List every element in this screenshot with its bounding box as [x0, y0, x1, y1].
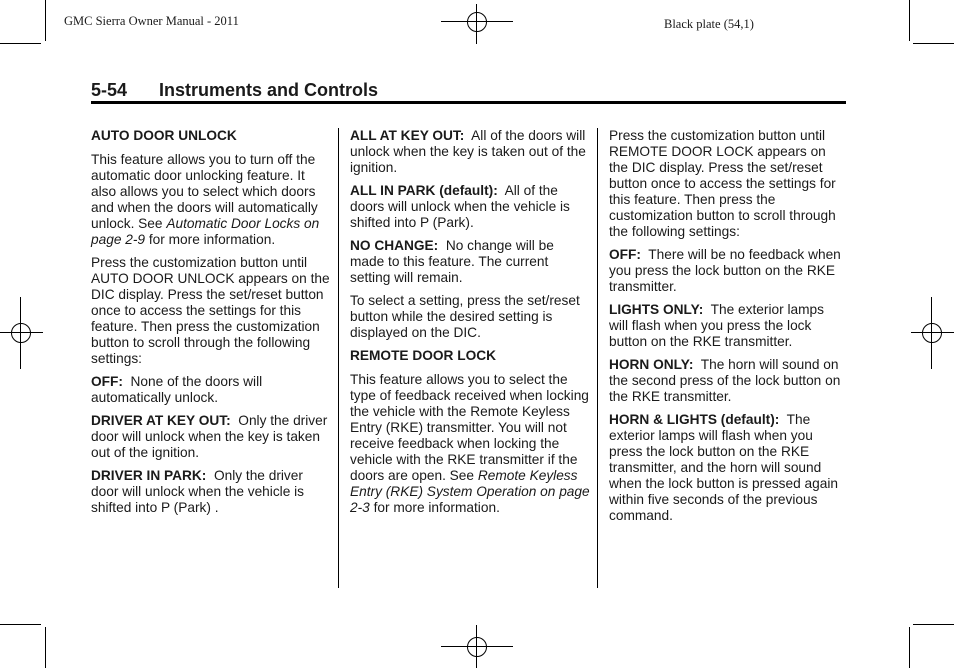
crop-mark: [45, 0, 46, 41]
registration-mark-left: [0, 297, 43, 369]
title-rule: [91, 101, 846, 104]
setting-label: HORN ONLY:: [609, 357, 694, 372]
column-3: [609, 128, 846, 531]
crop-mark: [913, 624, 954, 625]
setting-text: None of the doors will automatically unlock.: [91, 374, 266, 405]
setting-label: OFF:: [609, 247, 641, 262]
column-divider: [338, 128, 339, 588]
setting-off: [609, 247, 846, 295]
column-divider: [597, 128, 598, 588]
setting-text: No change will be made to this feature. The current setting will remain.: [350, 238, 558, 285]
setting-driver-in-park: [91, 468, 331, 516]
setting-label: LIGHTS ONLY:: [609, 302, 704, 317]
setting-text: The horn will sound on the second press of the lock button on the RKE transmitter.: [609, 357, 845, 404]
plate-label: Black plate (54,1): [664, 17, 754, 31]
crop-mark: [909, 627, 910, 668]
setting-label: DRIVER AT KEY OUT:: [91, 413, 231, 428]
column-1: [91, 128, 331, 523]
paragraph-remote-door-lock: [350, 372, 590, 516]
text: This feature allows you to turn off the automatic door unlocking feature. It also allows you to select which doors and when the doors will automatically unlock. See: [91, 152, 318, 231]
setting-all-at-key-out: [350, 128, 590, 176]
setting-horn-and-lights: [609, 412, 846, 524]
cross-reference: Remote Keyless Entry (RKE) System Operation on page 2‑3: [350, 468, 590, 515]
text: This feature allows you to select the type of feedback received when locking the vehicle with the Remote Keyless Entry (RKE) transmitter. You will not receive feedback when locking the vehicle with the RKE transmitter if the doors are open. See: [350, 372, 589, 483]
setting-driver-at-key-out: [91, 413, 331, 461]
setting-horn-only: [609, 357, 846, 405]
setting-no-change: [350, 238, 590, 286]
setting-label: HORN & LIGHTS (default):: [609, 412, 780, 427]
page-title: [91, 80, 846, 101]
setting-label: ALL IN PARK (default):: [350, 183, 498, 198]
paragraph-select-setting: To select a setting, press the set/reset button while the desired setting is displayed on the DIC.: [350, 293, 580, 340]
setting-label: DRIVER IN PARK:: [91, 468, 207, 483]
paragraph-instructions: Press the customization button until REMOTE DOOR LOCK appears on the DIC display. Press the set/reset button once to access the settings for this feature. Then press the customization button to scroll through the following settings:: [609, 128, 836, 239]
crop-mark: [0, 624, 41, 625]
crop-mark: [0, 43, 41, 44]
setting-text: The exterior lamps will flash when you press the lock button on the RKE transmitter.: [609, 302, 828, 349]
setting-text: All of the doors will unlock when the vehicle is shifted into P (Park).: [350, 183, 574, 230]
setting-text: There will be no feedback when you press the lock button on the RKE transmitter.: [609, 247, 845, 294]
setting-label: NO CHANGE:: [350, 238, 439, 253]
setting-text: Only the driver door will unlock when the vehicle is shifted into P (Park) .: [91, 468, 308, 515]
heading-remote-door-lock: REMOTE DOOR LOCK: [350, 348, 496, 363]
setting-lights-only: [609, 302, 846, 350]
setting-label: OFF:: [91, 374, 123, 389]
crop-mark: [45, 627, 46, 668]
paragraph-intro: [91, 152, 331, 248]
setting-label: ALL AT KEY OUT:: [350, 128, 465, 143]
crop-mark: [909, 0, 910, 41]
crop-mark: [913, 43, 954, 44]
registration-mark-right: [911, 297, 954, 369]
page-number: 5-54: [91, 80, 128, 100]
setting-text: All of the doors will unlock when the key is taken out of the ignition.: [350, 128, 590, 175]
cross-reference: Automatic Door Locks on page 2‑9: [91, 216, 320, 247]
section-title: Instruments and Controls: [159, 80, 379, 100]
column-2: [350, 128, 590, 523]
setting-all-in-park: [350, 183, 590, 231]
text: for more information.: [369, 500, 500, 515]
registration-mark-bottom: [441, 625, 513, 668]
setting-text: Only the driver door will unlock when the key is taken out of the ignition.: [91, 413, 332, 460]
manual-title: GMC Sierra Owner Manual - 2011: [64, 14, 239, 28]
setting-off: [91, 374, 331, 406]
text: for more information.: [145, 232, 276, 247]
paragraph-instructions: Press the customization button until AUTO DOOR UNLOCK appears on the DIC display. Press the set/reset button once to access the settings for this feature. Then press the customization button to scroll through the following settings:: [91, 255, 330, 366]
setting-text: The exterior lamps will flash when you press the lock button on the RKE transmitter, and the horn will sound when the lock button is pressed again within five seconds of the previous command.: [609, 412, 842, 523]
heading-auto-door-unlock: AUTO DOOR UNLOCK: [91, 128, 237, 143]
registration-mark-top: [441, 4, 513, 44]
